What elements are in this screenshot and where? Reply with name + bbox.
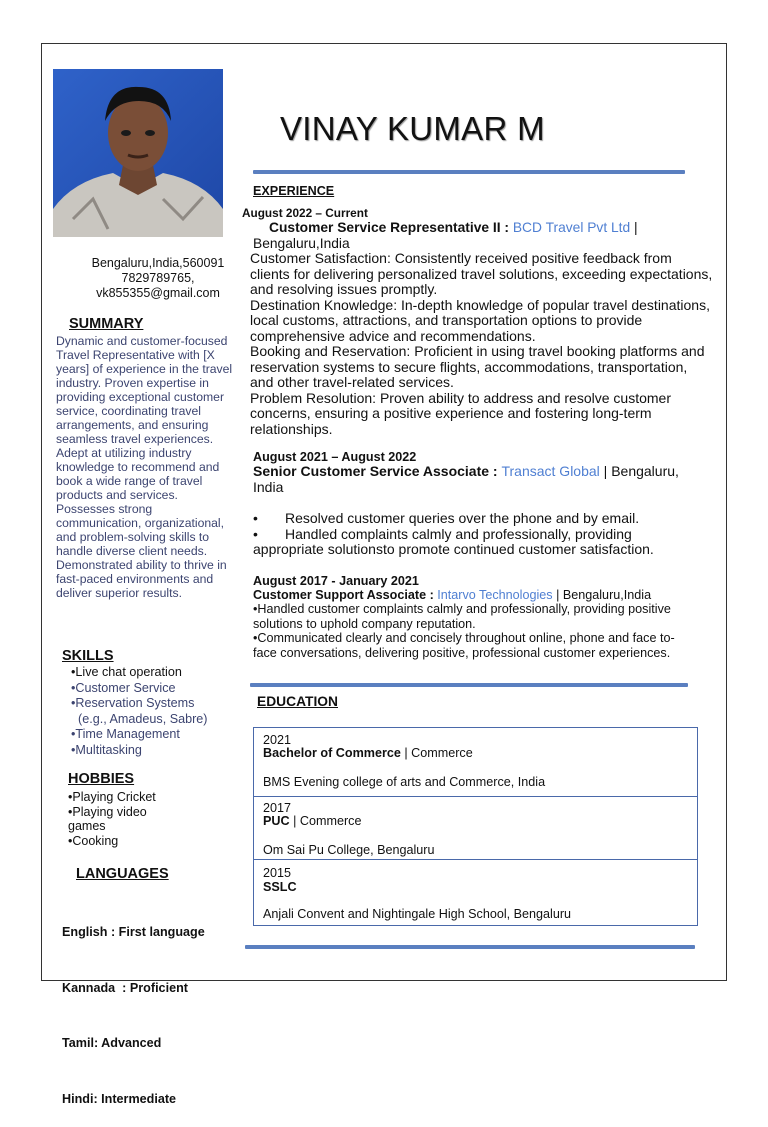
- education-field: | Commerce: [289, 814, 362, 828]
- experience-heading: EXPERIENCE: [253, 184, 335, 198]
- skill-item: (e.g., Amadeus, Sabre): [71, 711, 208, 726]
- skills-heading: SKILLS: [62, 648, 114, 664]
- education-field: | Commerce: [400, 746, 473, 760]
- job-company-link[interactable]: BCD Travel Pvt Ltd: [512, 220, 631, 235]
- job-title-line: [269, 220, 638, 235]
- hobby-item: •Cooking: [68, 833, 119, 848]
- education-school: BMS Evening college of arts and Commerce, India: [263, 775, 546, 789]
- education-degree: PUC: [263, 814, 290, 828]
- job-bullet-item: • Resolved customer queries over the phone and by email.: [253, 510, 640, 526]
- job-paragraph: •Handled customer complaints calmly and professionally, providing positive solutions to uphold company reputation.: [253, 602, 671, 631]
- job-paragraph: Customer Satisfaction: Consistently received positive feedback from clients for delivering personalized travel solutions, exceeding expectations, and resolving issues promptly.: [250, 250, 713, 297]
- language-item: Hindi: Intermediate: [62, 1091, 177, 1106]
- education-school: Anjali Convent and Nightingale High School, Bengaluru: [263, 907, 572, 921]
- education-heading: EDUCATION: [257, 694, 338, 709]
- job-location: | Bengaluru, India: [253, 463, 679, 495]
- job-paragraph: Problem Resolution: Proven ability to address and resolve customer concerns, ensuring a positive experience and fostering long-term relationships.: [250, 389, 671, 437]
- job-title: Customer Support Associate :: [253, 588, 438, 602]
- job-title: Senior Customer Service Associate :: [253, 463, 502, 479]
- job-location: Bengaluru,India: [253, 236, 350, 251]
- hobby-item: •Playing video games: [68, 804, 147, 833]
- skills-list: [71, 665, 208, 758]
- job-paragraph: Destination Knowledge: In-depth knowledge of popular travel destinations, local customs, attractions, and transportation options to provide comprehensive advice and recommendations.: [250, 296, 710, 344]
- education-year: 2021: [263, 733, 292, 747]
- job-bullet-text: Handled complaints calmly and professionally, providing appropriate solutionsto promote continued customer satisfaction.: [253, 525, 654, 557]
- candidate-name: VINAY KUMAR M: [280, 110, 545, 147]
- job-description: [250, 251, 714, 437]
- footer-divider: [245, 945, 695, 949]
- summary-text: Dynamic and customer-focused Travel Representative with [X years] of experience in the travel industry. Proven expertise in providing exceptional customer service, coordinating travel arrangements, and ensuring seamless travel experiences. Adept at utilizing industry knowledge to recommend and book a wide range of travel products and services. Possesses strong communication, organizational, and problem-solving skills to handle diverse client needs. Demonstrated ability to thrive in fast-paced environments and deliver superior results.: [56, 334, 233, 600]
- education-school: Om Sai Pu College, Bengaluru: [263, 843, 435, 857]
- job-title-line: [253, 463, 693, 495]
- education-degree: Bachelor of Commerce: [263, 746, 401, 760]
- contact-info: [60, 256, 256, 301]
- job-description: [253, 602, 687, 660]
- language-item: Tamil: Advanced: [62, 1036, 162, 1050]
- education-entry: [253, 796, 698, 860]
- hobbies-heading: HOBBIES: [68, 771, 135, 787]
- education-degree: SSLC: [263, 880, 297, 894]
- languages-list: [62, 886, 205, 1127]
- job-paragraph: Booking and Reservation: Proficient in using travel booking platforms and reservation systems to secure flights, accommodations, transportation, and other travel-related services.: [250, 343, 705, 390]
- language-item: Kannada : Proficient: [62, 980, 188, 995]
- job-company-link[interactable]: Transact Global: [501, 463, 600, 479]
- job-dates: August 2017 - January 2021: [253, 574, 419, 588]
- education-entry: [253, 859, 698, 926]
- job-title: Customer Service Representative II :: [269, 220, 513, 235]
- job-dates: August 2021 – August 2022: [253, 450, 417, 464]
- languages-heading: LANGUAGES: [76, 866, 169, 882]
- education-year: 2015: [263, 866, 292, 880]
- skill-item: •Live chat operation: [71, 665, 182, 679]
- job-paragraph: •Communicated clearly and concisely throughout online, phone and face to-face conversations, delivering positive, professional customer experiences.: [253, 631, 675, 660]
- job-bullets: [253, 511, 693, 558]
- contact-phone: 7829789765,: [121, 271, 195, 285]
- summary-heading: SUMMARY: [69, 316, 144, 332]
- job-separator: |: [630, 220, 638, 235]
- skill-item: •Multitasking: [71, 742, 142, 757]
- skill-item: •Time Management: [71, 727, 180, 741]
- experience-divider: [250, 683, 688, 687]
- job-company-link[interactable]: Intarvo Technologies: [437, 588, 553, 602]
- hobby-item: •Playing Cricket: [68, 790, 156, 804]
- contact-address: Bengaluru,India,560091: [91, 256, 225, 270]
- header-divider: [253, 170, 685, 174]
- job-dates: August 2022 – Current: [242, 206, 368, 220]
- skill-item: •Reservation Systems: [71, 696, 195, 710]
- job-title-line: [253, 588, 651, 603]
- job-bullet-text: Resolved customer queries over the phone and by email.: [285, 510, 640, 526]
- job-bullet-item: • Handled complaints calmly and professionally, providing appropriate solutionsto promote continued customer satisfaction.: [253, 525, 654, 557]
- contact-email[interactable]: vk855355@gmail.com: [96, 286, 220, 300]
- job-location: | Bengaluru,India: [552, 588, 652, 602]
- skill-item: •Customer Service: [71, 680, 176, 695]
- education-entry: [253, 727, 698, 797]
- hobbies-list: [68, 790, 188, 848]
- education-year: 2017: [263, 801, 292, 815]
- language-item: English : First language: [62, 925, 205, 939]
- profile-photo: [53, 69, 223, 237]
